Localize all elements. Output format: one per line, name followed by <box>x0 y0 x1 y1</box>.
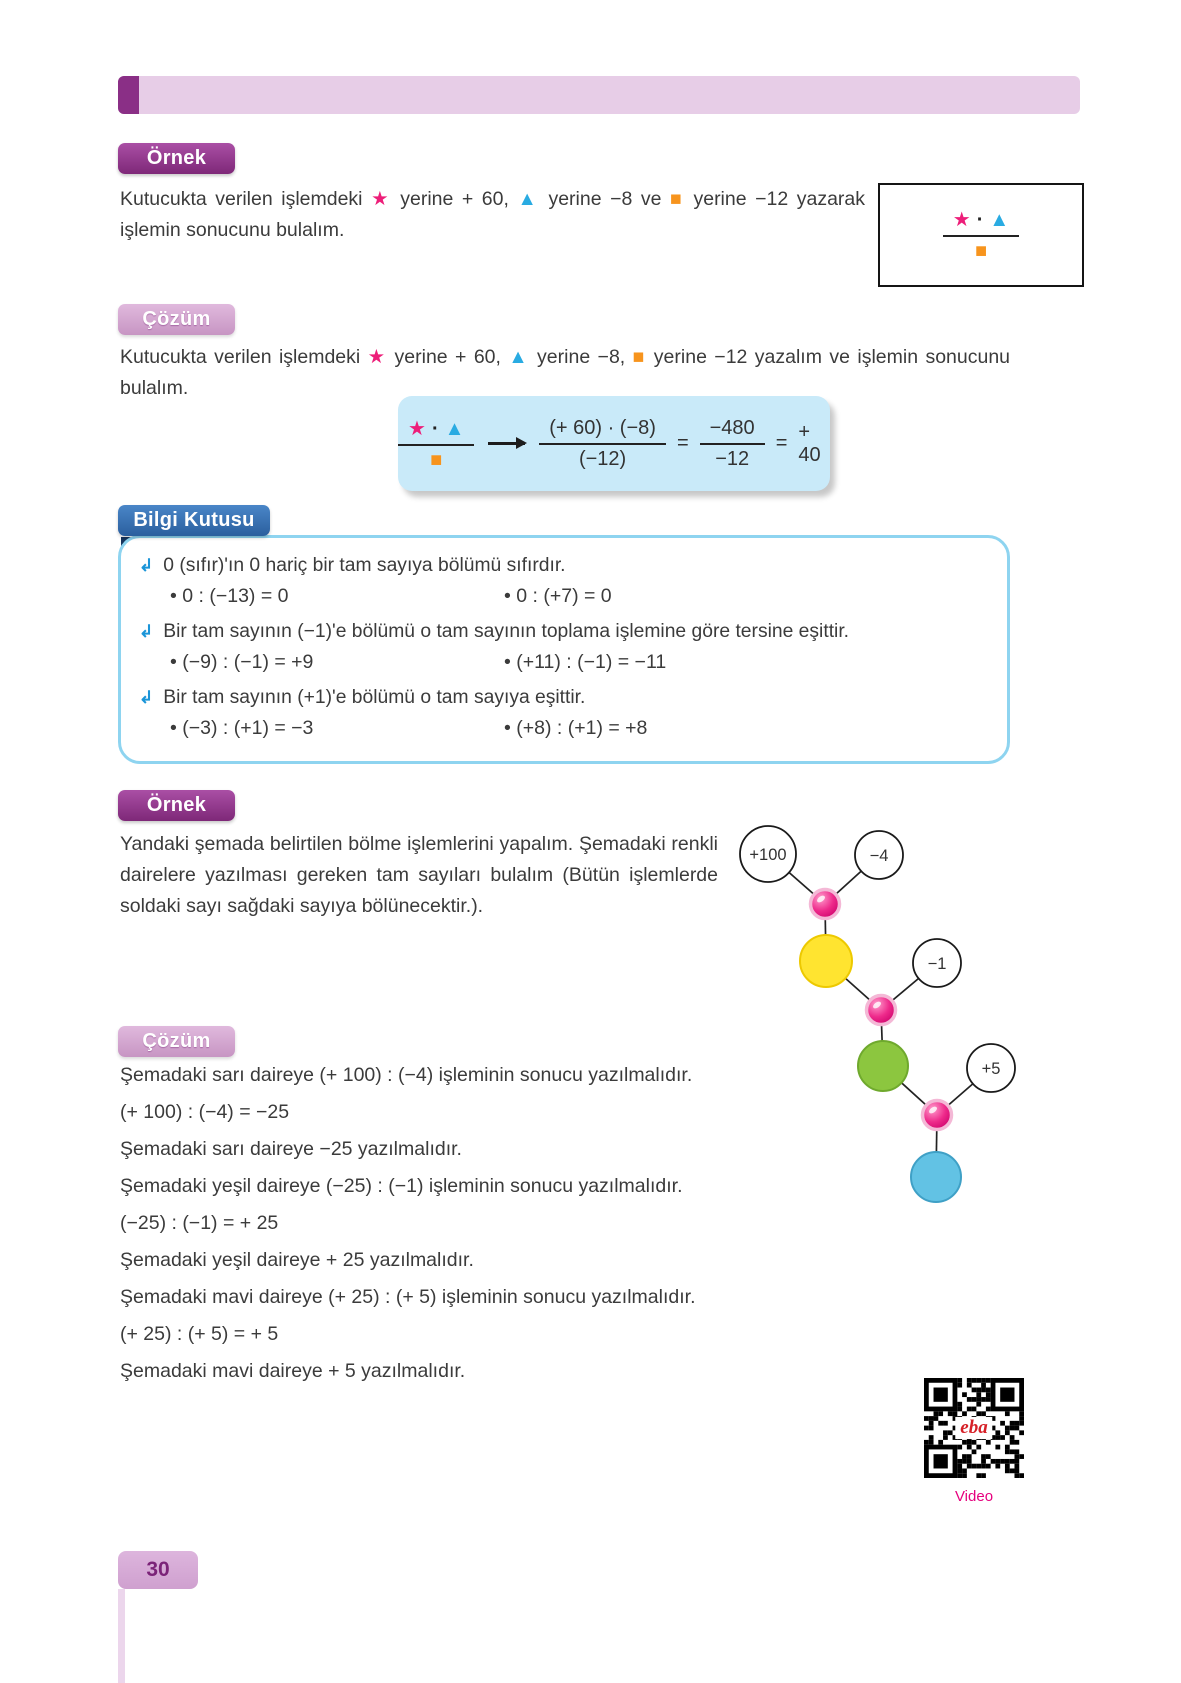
right-arrow-icon <box>488 442 525 444</box>
info-examples-row <box>170 585 987 608</box>
triangle-icon: ▲ <box>508 346 530 368</box>
solution2-text <box>120 1064 820 1397</box>
fraction-denominator <box>430 446 442 472</box>
solution-line: Şemadaki sarı daireye (+ 100) : (−4) işleminin sonucu yazılmalıdır. <box>120 1064 693 1086</box>
text-segment: yerine −12 yazarak işlemin sonucunu bulalım. <box>120 188 866 241</box>
triangle-icon: ▲ <box>444 417 465 440</box>
solution-line: (+ 25) : (+ 5) = + 5 <box>120 1323 279 1345</box>
text-segment: Kutucukta verilen işlemdeki <box>120 346 361 368</box>
solution-line: Şemadaki yeşil daireye (−25) : (−1) işleminin sonucu yazılmalıdır. <box>120 1175 683 1197</box>
fraction-denominator: −12 <box>715 447 750 470</box>
equals-sign: = <box>775 432 788 454</box>
info-examples-row <box>170 651 987 674</box>
circle-yellow-result <box>800 935 852 987</box>
info-example: • (+8) : (+1) = +8 <box>504 717 648 739</box>
triangle-icon: ▲ <box>517 188 540 210</box>
circle-label: +100 <box>749 846 787 864</box>
fraction-numerator <box>398 416 474 446</box>
fraction-substituted <box>539 417 666 471</box>
hook-bullet-icon: ↲ <box>139 622 154 641</box>
triangle-icon: ▲ <box>989 209 1010 231</box>
text-segment: yerine + 60, <box>394 346 501 368</box>
operation-fraction <box>943 207 1019 263</box>
division-node <box>923 1101 952 1130</box>
fraction-numerator: (+ 60) · (−8) <box>539 417 666 445</box>
qr-logo: eba <box>955 1417 992 1439</box>
formula-box <box>398 396 830 491</box>
text-segment: yerine −8, <box>537 346 626 368</box>
text-segment: Kutucukta verilen işlemdeki <box>120 188 363 210</box>
solution-line: Şemadaki mavi daireye + 5 yazılmalıdır. <box>120 1360 466 1382</box>
info-example: • 0 : (−13) = 0 <box>170 585 289 607</box>
division-node <box>867 996 896 1025</box>
page-number-badge: 30 <box>118 1551 198 1589</box>
star-icon: ★ <box>371 188 392 210</box>
text-segment: yerine + 60, <box>400 188 509 210</box>
formula-result: + 40 <box>798 420 821 466</box>
video-caption: Video <box>954 1488 994 1505</box>
equals-sign: = <box>676 432 689 454</box>
solution1-badge: Çözüm <box>118 304 235 335</box>
bottom-decor-strip <box>118 1589 125 1683</box>
info-example: • (−3) : (+1) = −3 <box>170 717 314 739</box>
info-item-text: Bir tam sayının (−1)'e bölümü o tam sayının toplama işlemine göre tersine eşittir. <box>163 621 850 642</box>
qr-code[interactable] <box>924 1378 1024 1478</box>
info-example: • (−9) : (−1) = +9 <box>170 651 314 673</box>
text-segment: yerine −8 ve <box>548 188 662 210</box>
solution-line: Şemadaki yeşil daireye + 25 yazılmalıdır. <box>120 1249 474 1271</box>
circle-label: −1 <box>927 955 947 973</box>
square-icon: ■ <box>632 346 647 368</box>
fraction-denominator: (−12) <box>578 447 627 470</box>
star-icon: ★ <box>367 346 388 368</box>
example2-badge: Örnek <box>118 790 235 821</box>
info-example: • (+11) : (−1) = −11 <box>504 651 667 673</box>
info-example: • 0 : (+7) = 0 <box>504 585 612 607</box>
operation-box <box>878 183 1084 287</box>
fraction-numerator: −480 <box>700 417 765 445</box>
solution2-badge: Çözüm <box>118 1026 235 1057</box>
hook-bullet-icon: ↲ <box>139 688 154 707</box>
fraction-simplified <box>700 417 765 471</box>
square-icon: ■ <box>670 188 685 210</box>
circle-label: −4 <box>869 847 889 865</box>
fraction-symbols <box>398 416 474 472</box>
info-examples-row <box>170 717 987 740</box>
info-item <box>139 687 987 709</box>
info-badge: Bilgi Kutusu <box>118 505 270 536</box>
example2-text: Yandaki şemada belirtilen bölme işlemlerini yapalım. Şemadaki renkli dairelere yazılması gereken tam sayıları bulalım (Bütün işlemlerde soldaki sayı sağdaki sayıya bölünecektir.). <box>120 833 718 917</box>
info-item-text: 0 (sıfır)'ın 0 hariç bir tam sayıya bölümü sıfırdır. <box>163 555 566 576</box>
star-icon: ★ <box>952 209 971 231</box>
example1-text <box>120 184 865 246</box>
solution-line: (+ 100) : (−4) = −25 <box>120 1101 290 1123</box>
solution-line: Şemadaki mavi daireye (+ 25) : (+ 5) işleminin sonucu yazılmalıdır. <box>120 1286 696 1308</box>
solution-line: (−25) : (−1) = + 25 <box>120 1212 279 1234</box>
star-icon: ★ <box>408 417 426 440</box>
example1-badge: Örnek <box>118 143 235 174</box>
solution-line: Şemadaki sarı daireye −25 yazılmalıdır. <box>120 1138 462 1160</box>
multiply-dot: · <box>431 417 439 440</box>
info-item <box>139 621 987 643</box>
top-decor-cap <box>118 76 139 114</box>
fraction-numerator <box>943 207 1019 237</box>
circle-green-result <box>858 1041 908 1091</box>
info-box <box>118 535 1010 764</box>
info-item <box>139 555 987 577</box>
hook-bullet-icon: ↲ <box>139 556 154 575</box>
division-node <box>811 890 840 919</box>
multiply-dot: · <box>976 209 984 231</box>
info-item-text: Bir tam sayının (+1)'e bölümü o tam sayıya eşittir. <box>163 687 586 708</box>
square-icon: ■ <box>974 240 988 262</box>
text-segment: yerine −12 yazalım ve işlemin sonucunu bulalım. <box>120 346 1011 399</box>
solution1-text <box>120 342 1010 404</box>
top-decor-bar <box>118 76 1080 114</box>
fraction-denominator <box>975 237 987 263</box>
circle-label: +5 <box>981 1060 1001 1078</box>
square-icon: ■ <box>430 448 443 471</box>
circle-blue-result <box>911 1152 961 1202</box>
